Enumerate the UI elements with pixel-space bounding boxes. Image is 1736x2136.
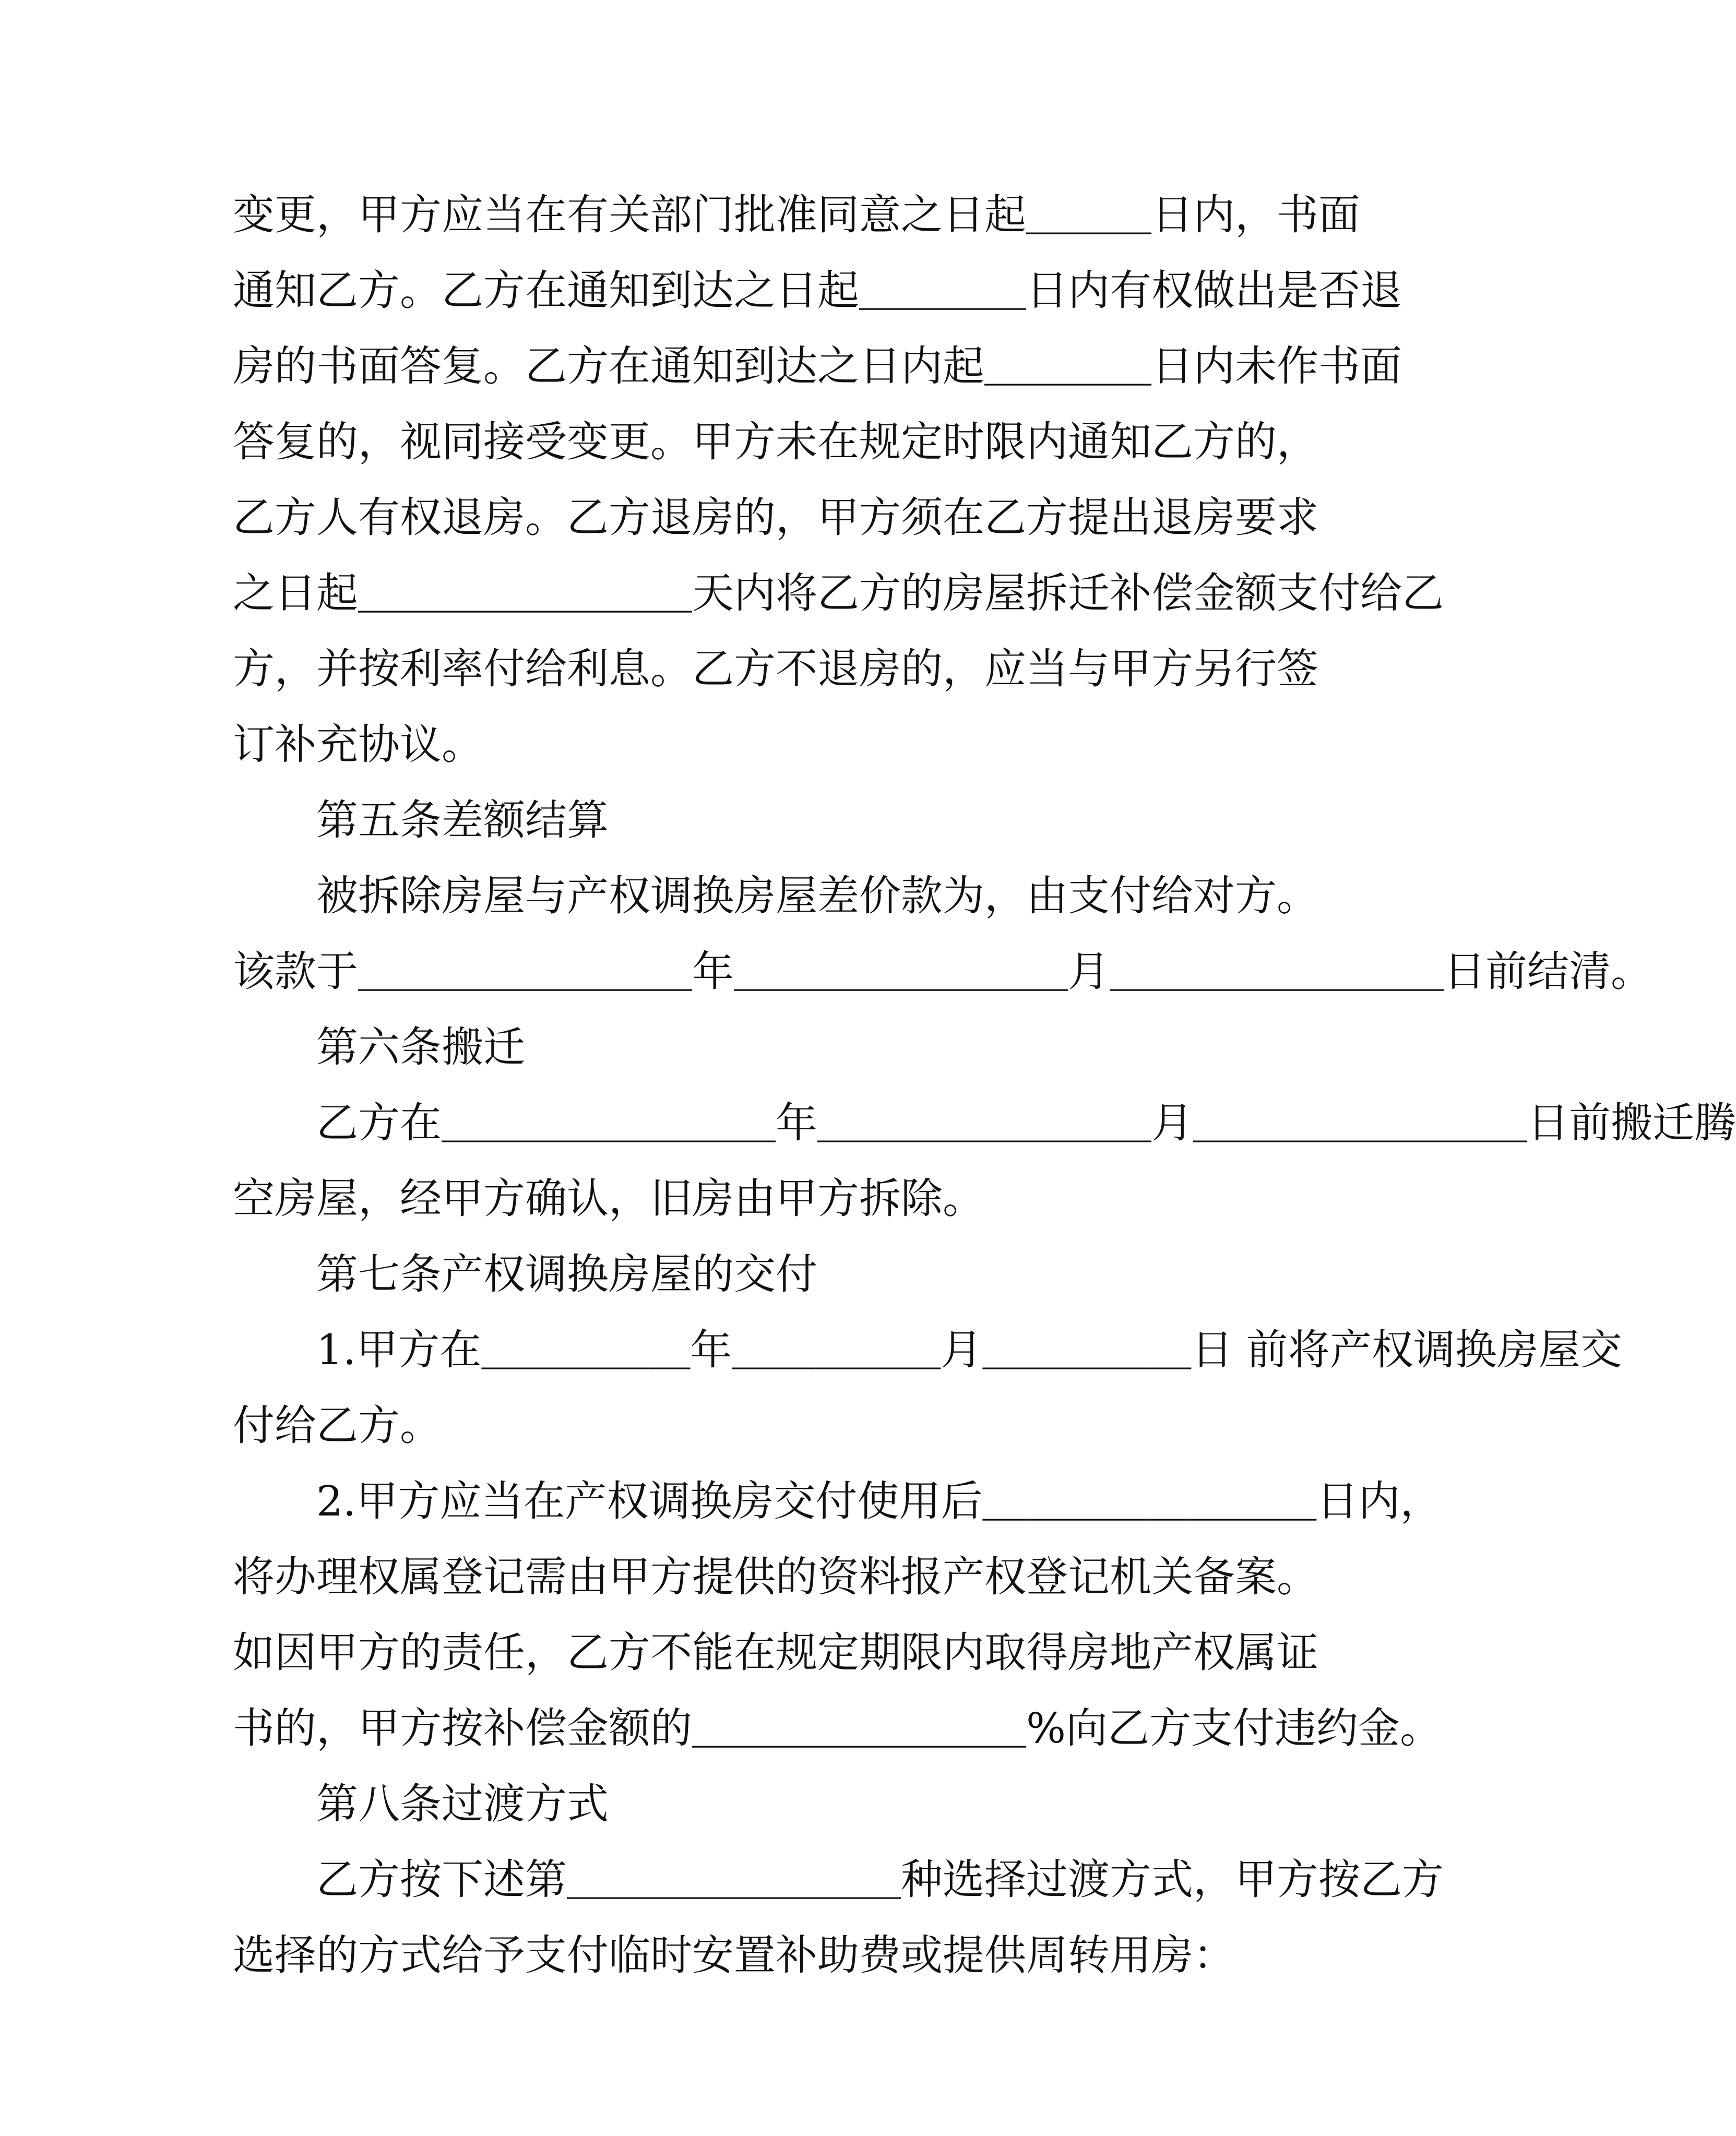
body-line: 如因甲方的责任，乙方不能在规定期限内取得房地产权属证 <box>233 1628 1318 1677</box>
body-line: 被拆除房屋与产权调换房屋差价款为，由支付给对方。 <box>316 872 1318 920</box>
section-heading: 第五条差额结算 <box>316 796 609 844</box>
body-line: 房的书面答复。乙方在通知到达之日内起＿＿＿＿日内未作书面 <box>233 342 1402 390</box>
section-heading: 第八条过渡方式 <box>316 1780 609 1828</box>
body-line: 付给乙方。 <box>233 1401 442 1450</box>
body-line: 乙方按下述第＿＿＿＿＿＿＿＿种选择过渡方式，甲方按乙方 <box>316 1855 1444 1904</box>
body-line: 1.甲方在＿＿＿＿＿年＿＿＿＿＿月＿＿＿＿＿日 前将产权调换房屋交 <box>316 1326 1622 1374</box>
body-line: 乙方在＿＿＿＿＿＿＿＿年＿＿＿＿＿＿＿＿月＿＿＿＿＿＿＿＿日前搬迁腾 <box>316 1099 1736 1147</box>
body-line: 将办理权属登记需由甲方提供的资料报产权登记机关备案。 <box>233 1553 1318 1601</box>
body-line: 方，并按利率付给利息。乙方不退房的，应当与甲方另行签 <box>233 645 1318 693</box>
body-line: 之日起＿＿＿＿＿＿＿＿天内将乙方的房屋拆迁补偿金额支付给乙 <box>233 569 1444 617</box>
body-line: 2.甲方应当在产权调换房交付使用后＿＿＿＿＿＿＿＿日内， <box>316 1477 1442 1525</box>
body-line: 该款于＿＿＿＿＿＿＿＿年＿＿＿＿＿＿＿＿月＿＿＿＿＿＿＿＿日前结清。 <box>233 947 1652 996</box>
body-line: 订补充协议。 <box>233 720 483 769</box>
body-line: 书的，甲方按补偿金额的＿＿＿＿＿＿＿＿%向乙方支付违约金。 <box>233 1704 1442 1752</box>
section-heading: 第六条搬迁 <box>316 1023 525 1071</box>
body-line: 空房屋，经甲方确认，旧房由甲方拆除。 <box>233 1174 984 1223</box>
body-line: 答复的，视同接受变更。甲方未在规定时限内通知乙方的， <box>233 417 1318 466</box>
section-heading: 第七条产权调换房屋的交付 <box>316 1250 817 1298</box>
body-line: 乙方人有权退房。乙方退房的，甲方须在乙方提出退房要求 <box>233 493 1318 542</box>
body-line: 变更，甲方应当在有关部门批准同意之日起＿＿＿日内，书面 <box>233 190 1360 239</box>
document-body <box>233 190 1736 2010</box>
body-line: 通知乙方。乙方在通知到达之日起＿＿＿＿日内有权做出是否退 <box>233 266 1402 315</box>
body-line: 选择的方式给予支付临时安置补助费或提供周转用房： <box>233 1931 1235 1979</box>
